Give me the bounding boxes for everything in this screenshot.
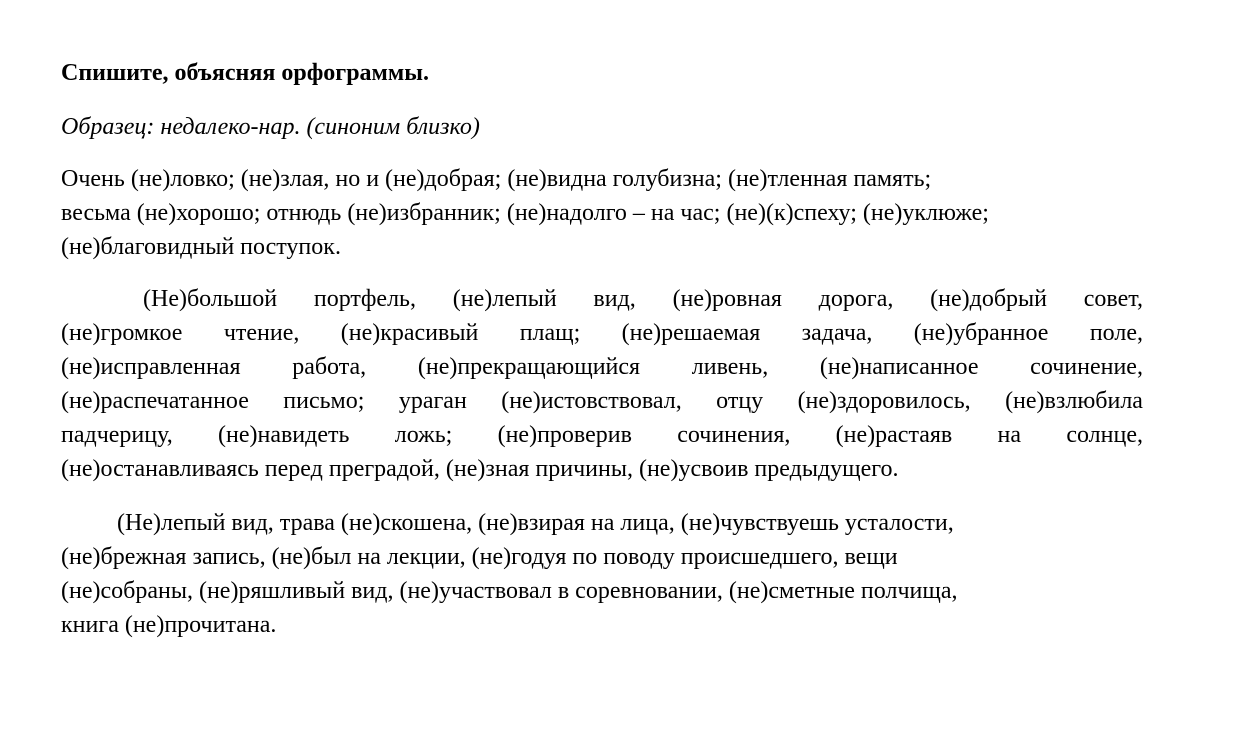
word: письмо;: [283, 388, 365, 414]
paragraph-3-line: (Не)лепый вид, трава (не)скошена, (не)взирая на лица, (не)чувствуешь усталости,: [117, 510, 954, 536]
paragraph-1-line: весьма (не)хорошо; отнюдь (не)избранник; (не)надолго – на час; (не)(к)спеху; (не)уклюже;: [61, 200, 989, 226]
paragraph-1: [61, 162, 1143, 264]
word: вид,: [593, 286, 636, 312]
paragraph-2-line: [61, 384, 1143, 418]
paragraph-1-line: (не)благовидный поступок.: [61, 234, 341, 260]
word: (не)распечатанное: [61, 388, 249, 414]
task-title: Спишите, объясняя орфограммы.: [61, 60, 429, 86]
word: (не)добрый: [930, 286, 1048, 312]
word: (не)прекращающийся: [417, 354, 641, 380]
word: задача,: [801, 320, 873, 346]
word: отцу: [716, 388, 764, 414]
word: ложь;: [394, 422, 453, 448]
word: (не)ровная: [672, 286, 782, 312]
word: (не)громкое: [61, 320, 183, 346]
paragraph-2-line: [61, 282, 1143, 316]
word: (не)убранное: [913, 320, 1049, 346]
word: (не)взлюбила: [1005, 388, 1143, 414]
paragraph-3-line: (не)собраны, (не)ряшливый вид, (не)участвовал в соревновании, (не)сметные полчища,: [61, 578, 958, 604]
paragraph-3-line: (не)брежная запись, (не)был на лекции, (не)годуя по поводу происшедшего, вещи: [61, 544, 898, 570]
paragraph-2-line: [61, 316, 1143, 350]
paragraph-1-line: Очень (не)ловко; (не)злая, но и (не)добрая; (не)видна голубизна; (не)тленная память;: [61, 166, 932, 192]
word: солнце,: [1066, 422, 1143, 448]
word: работа,: [292, 354, 367, 380]
paragraph-2: [61, 282, 1143, 486]
paragraph-3: [61, 506, 1143, 642]
word: (не)растаяв: [835, 422, 953, 448]
word: падчерицу,: [61, 422, 173, 448]
word: ураган: [398, 388, 467, 414]
paragraph-3-line: книга (не)прочитана.: [61, 612, 277, 638]
word: на: [997, 422, 1022, 448]
word: (не)навидеть: [218, 422, 350, 448]
word: ливень,: [691, 354, 769, 380]
word: (не)истовствовал,: [501, 388, 682, 414]
word: поле,: [1089, 320, 1143, 346]
document-page: [61, 56, 1143, 642]
word: сочинения,: [677, 422, 791, 448]
word: (не)здоровилось,: [797, 388, 971, 414]
paragraph-2-line: [61, 418, 1143, 452]
word: (не)красивый: [340, 320, 479, 346]
paragraph-2-line: (не)останавливаясь перед преградой, (не)зная причины, (не)усвоив предыдущего.: [61, 456, 899, 482]
example-line: Образец: недалеко-нар. (синоним близко): [61, 114, 480, 140]
word: дорога,: [818, 286, 894, 312]
word: (Не)большой: [143, 286, 278, 312]
word: (не)написанное: [819, 354, 979, 380]
word: (не)решаемая: [621, 320, 761, 346]
word: сочинение,: [1030, 354, 1143, 380]
word: (не)проверив: [497, 422, 632, 448]
word: портфель,: [313, 286, 416, 312]
word: совет,: [1083, 286, 1143, 312]
word: чтение,: [223, 320, 300, 346]
word: (не)исправленная: [61, 354, 241, 380]
word: плащ;: [519, 320, 581, 346]
word: (не)лепый: [452, 286, 557, 312]
paragraph-2-line: [61, 350, 1143, 384]
